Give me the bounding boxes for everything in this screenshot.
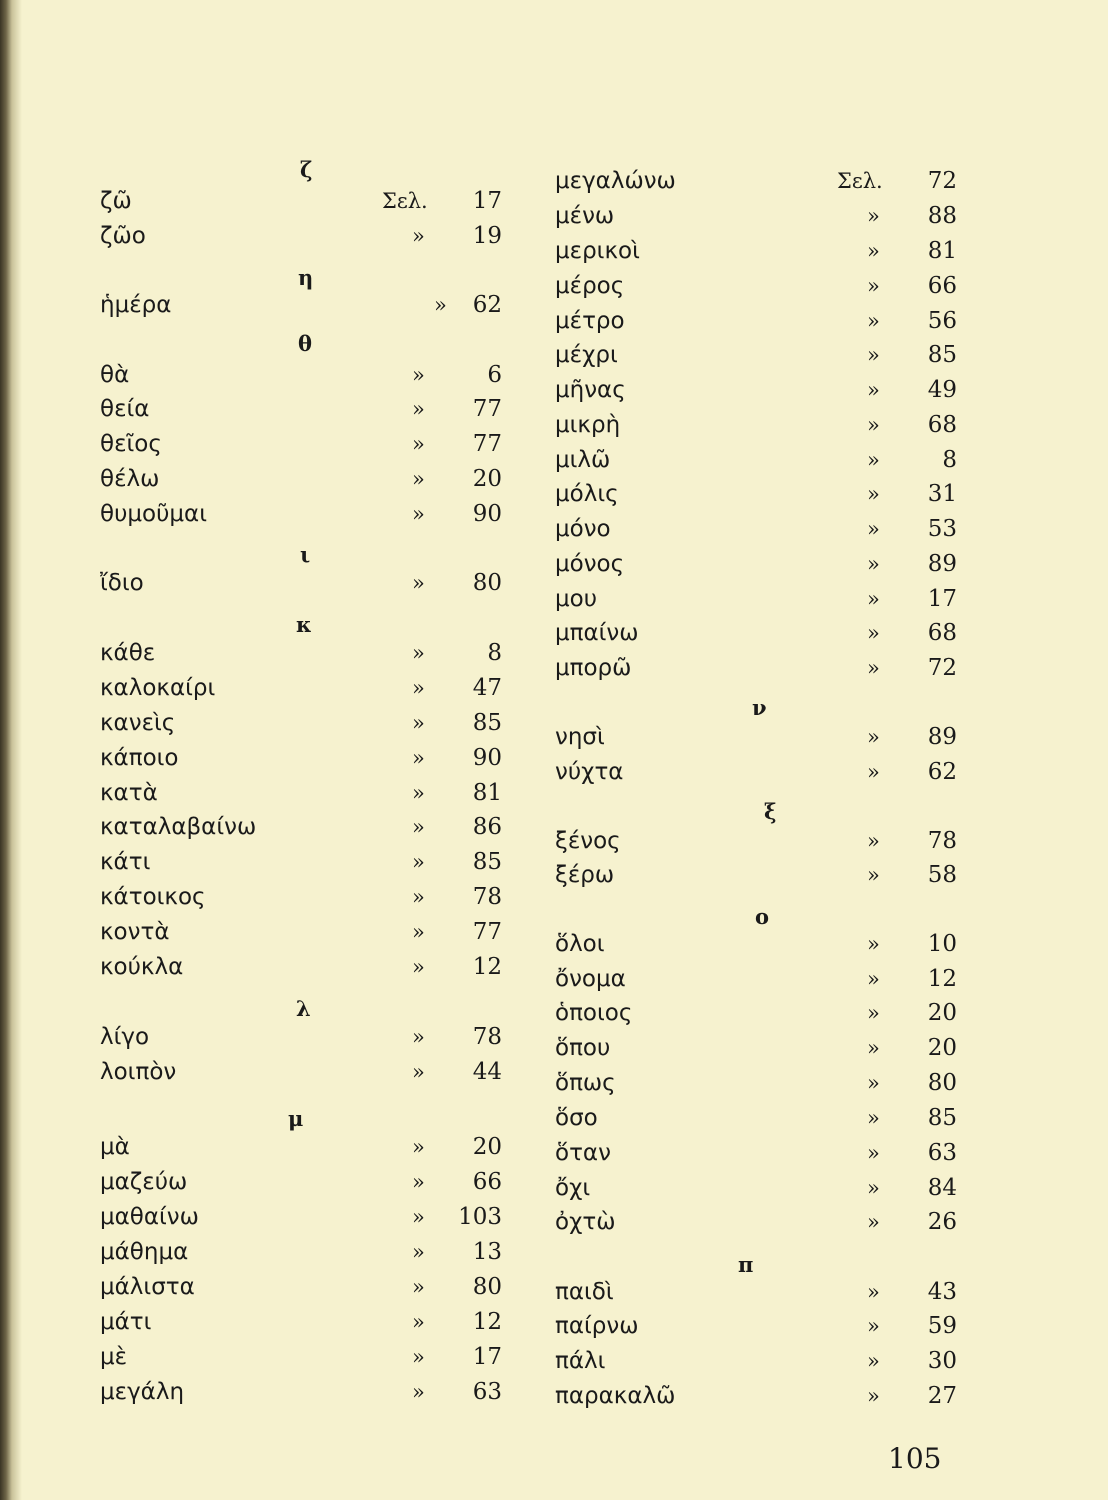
ditto-mark: » (412, 1060, 425, 1084)
entry-word: μόνος (555, 551, 625, 577)
entry-word: ὅταν (555, 1140, 611, 1166)
entry-page-number: 90 (472, 745, 502, 771)
index-entry (555, 858, 975, 892)
entry-word: καταλαβαίνω (100, 814, 257, 840)
section-letter: ν (752, 695, 767, 720)
entry-page-number: 8 (487, 640, 502, 666)
index-entry (100, 1305, 520, 1339)
index-entry (555, 1101, 975, 1135)
index-entry (555, 1379, 975, 1413)
entry-word: κάποιο (100, 745, 179, 771)
ditto-mark: » (867, 1210, 880, 1234)
ditto-mark: » (867, 1280, 880, 1304)
ditto-mark: » (412, 1170, 425, 1194)
ditto-mark: » (434, 293, 447, 317)
entry-word: κοντὰ (100, 919, 170, 945)
entry-page-number: 53 (927, 516, 957, 542)
entry-page-number: 77 (472, 919, 502, 945)
entry-page-number: 58 (927, 862, 957, 888)
index-entry (100, 880, 520, 914)
entry-page-number: 59 (927, 1313, 957, 1339)
entry-page-number: 62 (927, 759, 957, 785)
index-entry (100, 776, 520, 810)
section-letter: π (738, 1252, 754, 1277)
entry-word: μένω (555, 203, 615, 229)
entry-word: μεγαλώνω (555, 168, 676, 194)
index-entry (100, 1165, 520, 1199)
index-entry (100, 810, 520, 844)
index-entry (100, 671, 520, 705)
ditto-mark: » (867, 378, 880, 402)
index-entry (555, 164, 975, 198)
entry-page-number: 56 (927, 308, 957, 334)
entry-page-number: 72 (927, 168, 957, 194)
entry-word: ξένος (555, 828, 621, 854)
entry-word: μαζεύω (100, 1169, 188, 1195)
entry-page-number: 81 (472, 780, 502, 806)
ditto-mark: » (412, 1275, 425, 1299)
ditto-mark: » (867, 621, 880, 645)
entry-word: κάτοικος (100, 884, 206, 910)
entry-page-number: 12 (472, 954, 502, 980)
entry-page-label: Σελ. (382, 189, 428, 213)
ditto-mark: » (867, 1384, 880, 1408)
index-entry (100, 358, 520, 392)
ditto-mark: » (867, 656, 880, 680)
index-entry (100, 706, 520, 740)
ditto-mark: » (867, 274, 880, 298)
entry-word: καλοκαίρι (100, 675, 216, 701)
entry-word: κάθε (100, 640, 156, 666)
index-entry (555, 1066, 975, 1100)
ditto-mark: » (412, 363, 425, 387)
entry-page-number: 27 (927, 1383, 957, 1409)
ditto-mark: » (867, 482, 880, 506)
ditto-mark: » (867, 1314, 880, 1338)
ditto-mark: » (412, 1025, 425, 1049)
ditto-mark: » (867, 309, 880, 333)
index-entry (100, 915, 520, 949)
ditto-mark: » (412, 1345, 425, 1369)
ditto-mark: » (867, 239, 880, 263)
ditto-mark: » (867, 413, 880, 437)
entry-page-number: 66 (472, 1169, 502, 1195)
entry-word: ἡμέρα (100, 292, 172, 318)
entry-word: μέτρο (555, 308, 625, 334)
ditto-mark: » (412, 746, 425, 770)
ditto-mark: » (412, 397, 425, 421)
entry-page-number: 78 (472, 1024, 502, 1050)
index-entry (100, 1340, 520, 1374)
entry-page-number: 49 (927, 377, 957, 403)
entry-page-number: 20 (472, 1134, 502, 1160)
index-entry (100, 845, 520, 879)
entry-page-number: 84 (927, 1175, 957, 1201)
entry-page-number: 12 (472, 1309, 502, 1335)
entry-page-number: 85 (472, 710, 502, 736)
section-letter: λ (296, 996, 311, 1021)
entry-word: μέρος (555, 273, 625, 299)
ditto-mark: » (867, 517, 880, 541)
entry-word: μου (555, 586, 598, 612)
index-entry (555, 616, 975, 650)
entry-word: ὅπου (555, 1035, 611, 1061)
entry-page-number: 78 (472, 884, 502, 910)
entry-page-number: 78 (927, 828, 957, 854)
entry-word: μὲ (100, 1344, 128, 1370)
entry-word: νησὶ (555, 724, 605, 750)
index-entry (100, 497, 520, 531)
index-entry (555, 338, 975, 372)
index-entry (555, 1344, 975, 1378)
entry-page-label: Σελ. (837, 169, 883, 193)
index-entry (555, 1031, 975, 1065)
index-entry (555, 512, 975, 546)
section-letter: ξ (764, 799, 777, 824)
ditto-mark: » (412, 641, 425, 665)
entry-page-number: 80 (472, 570, 502, 596)
ditto-mark: » (412, 432, 425, 456)
index-entry (555, 547, 975, 581)
ditto-mark: » (867, 932, 880, 956)
entry-word: ξέρω (555, 862, 615, 888)
ditto-mark: » (867, 863, 880, 887)
entry-word: μῆνας (555, 377, 626, 403)
entry-word: ὁποιος (555, 1000, 633, 1026)
index-entry (100, 427, 520, 461)
entry-page-number: 80 (472, 1274, 502, 1300)
entry-word: μόνο (555, 516, 611, 542)
index-entry (100, 636, 520, 670)
entry-page-number: 62 (472, 292, 502, 318)
index-entry (555, 1309, 975, 1343)
entry-word: λίγο (100, 1024, 150, 1050)
entry-page-number: 68 (927, 412, 957, 438)
entry-page-number: 77 (472, 431, 502, 457)
ditto-mark: » (867, 1349, 880, 1373)
ditto-mark: » (867, 204, 880, 228)
index-entry (555, 651, 975, 685)
index-entry (555, 304, 975, 338)
index-entry (555, 720, 975, 754)
entry-word: ζῶ (100, 188, 132, 214)
entry-word: μὰ (100, 1134, 130, 1160)
entry-word: ἴδιο (100, 570, 144, 596)
entry-word: ὀχτὼ (555, 1209, 616, 1235)
ditto-mark: » (867, 1106, 880, 1130)
index-entry (100, 219, 520, 253)
index-entry (555, 477, 975, 511)
ditto-mark: » (412, 1380, 425, 1404)
entry-word: ὅλοι (555, 931, 605, 957)
ditto-mark: » (412, 1240, 425, 1264)
entry-page-number: 85 (472, 849, 502, 875)
ditto-mark: » (412, 1205, 425, 1229)
entry-page-number: 89 (927, 724, 957, 750)
ditto-mark: » (412, 920, 425, 944)
ditto-mark: » (412, 711, 425, 735)
index-entry (555, 199, 975, 233)
entry-word: ζῶο (100, 223, 146, 249)
ditto-mark: » (412, 885, 425, 909)
section-letter: θ (298, 331, 313, 356)
entry-page-number: 89 (927, 551, 957, 577)
entry-word: κατὰ (100, 780, 158, 806)
entry-page-number: 44 (472, 1059, 502, 1085)
entry-word: κούκλα (100, 954, 184, 980)
entry-page-number: 30 (927, 1348, 957, 1374)
ditto-mark: » (412, 676, 425, 700)
section-letter: ζ (300, 157, 313, 182)
entry-page-number: 66 (927, 273, 957, 299)
index-column-left (100, 0, 560, 1440)
entry-word: θὰ (100, 362, 130, 388)
index-column-right (555, 0, 1015, 1440)
index-entry (555, 1136, 975, 1170)
index-entry (555, 408, 975, 442)
ditto-mark: » (412, 815, 425, 839)
entry-page-number: 19 (472, 223, 502, 249)
ditto-mark: » (867, 552, 880, 576)
index-entry (555, 1205, 975, 1239)
index-entry (100, 1375, 520, 1409)
index-entry (100, 1270, 520, 1304)
ditto-mark: » (867, 760, 880, 784)
entry-page-number: 90 (472, 501, 502, 527)
index-entry (100, 288, 520, 322)
entry-page-number: 103 (458, 1204, 502, 1230)
section-letter: ι (300, 542, 311, 567)
ditto-mark: » (412, 850, 425, 874)
entry-page-number: 85 (927, 1105, 957, 1131)
index-entry (100, 566, 520, 600)
section-letter: κ (296, 612, 312, 637)
entry-page-number: 72 (927, 655, 957, 681)
ditto-mark: » (412, 1310, 425, 1334)
index-entry (555, 996, 975, 1030)
book-spine-shadow (0, 0, 22, 1500)
entry-word: ὅπως (555, 1070, 616, 1096)
index-entry (555, 582, 975, 616)
index-entry (555, 234, 975, 268)
entry-word: μέχρι (555, 342, 618, 368)
entry-word: μπαίνω (555, 620, 639, 646)
entry-page-number: 20 (472, 466, 502, 492)
entry-word: μιλῶ (555, 447, 611, 473)
entry-word: ὄνομα (555, 966, 626, 992)
entry-word: λοιπὸν (100, 1059, 177, 1085)
entry-word: μερικοὶ (555, 238, 640, 264)
entry-page-number: 43 (927, 1279, 957, 1305)
index-entry (100, 1020, 520, 1054)
index-entry (100, 184, 520, 218)
entry-page-number: 31 (927, 481, 957, 507)
index-entry (100, 1235, 520, 1269)
entry-page-number: 20 (927, 1035, 957, 1061)
ditto-mark: » (867, 967, 880, 991)
ditto-mark: » (412, 502, 425, 526)
entry-word: θεῖος (100, 431, 162, 457)
entry-page-number: 12 (927, 966, 957, 992)
index-entry (555, 1275, 975, 1309)
entry-word: μαθαίνω (100, 1204, 199, 1230)
ditto-mark: » (867, 1001, 880, 1025)
entry-page-number: 80 (927, 1070, 957, 1096)
ditto-mark: » (867, 1141, 880, 1165)
entry-word: θυμοῦμαι (100, 501, 207, 527)
entry-word: κάτι (100, 849, 151, 875)
entry-word: μόλις (555, 481, 619, 507)
ditto-mark: » (412, 467, 425, 491)
entry-page-number: 85 (927, 342, 957, 368)
entry-word: νύχτα (555, 759, 624, 785)
ditto-mark: » (867, 829, 880, 853)
entry-page-number: 26 (927, 1209, 957, 1235)
entry-page-number: 17 (472, 1344, 502, 1370)
ditto-mark: » (867, 587, 880, 611)
entry-page-number: 17 (927, 586, 957, 612)
entry-word: μάτι (100, 1309, 152, 1335)
entry-word: θεία (100, 396, 150, 422)
index-entry (555, 927, 975, 961)
section-letter: μ (288, 1106, 304, 1131)
entry-page-number: 47 (472, 675, 502, 701)
index-entry (555, 1171, 975, 1205)
entry-word: μεγάλη (100, 1379, 185, 1405)
page-number: 105 (888, 1442, 942, 1475)
index-entry (100, 392, 520, 426)
entry-page-number: 77 (472, 396, 502, 422)
section-letter: η (298, 265, 314, 290)
index-entry (100, 950, 520, 984)
entry-word: παρακαλῶ (555, 1383, 676, 1409)
section-letter: ο (755, 904, 770, 929)
index-entry (100, 1055, 520, 1089)
ditto-mark: » (867, 343, 880, 367)
ditto-mark: » (412, 1135, 425, 1159)
index-entry (555, 373, 975, 407)
entry-page-number: 20 (927, 1000, 957, 1026)
entry-page-number: 10 (927, 931, 957, 957)
entry-page-number: 86 (472, 814, 502, 840)
entry-word: κανεὶς (100, 710, 176, 736)
entry-page-number: 68 (927, 620, 957, 646)
index-entry (100, 1130, 520, 1164)
entry-word: παίρνω (555, 1313, 639, 1339)
ditto-mark: » (412, 955, 425, 979)
ditto-mark: » (412, 571, 425, 595)
entry-page-number: 17 (472, 188, 502, 214)
entry-word: μάθημα (100, 1239, 189, 1265)
entry-word: ὄχι (555, 1175, 591, 1201)
ditto-mark: » (867, 1036, 880, 1060)
index-entry (100, 741, 520, 775)
ditto-mark: » (867, 1071, 880, 1095)
entry-page-number: 13 (472, 1239, 502, 1265)
entry-page-number: 88 (927, 203, 957, 229)
index-entry (555, 824, 975, 858)
index-entry (100, 1200, 520, 1234)
entry-page-number: 6 (487, 362, 502, 388)
ditto-mark: » (867, 725, 880, 749)
ditto-mark: » (867, 448, 880, 472)
entry-word: ὅσο (555, 1105, 598, 1131)
entry-page-number: 81 (927, 238, 957, 264)
index-entry (555, 962, 975, 996)
entry-word: πάλι (555, 1348, 606, 1374)
entry-word: μάλιστα (100, 1274, 195, 1300)
entry-word: παιδὶ (555, 1279, 614, 1305)
ditto-mark: » (867, 1176, 880, 1200)
index-entry (555, 755, 975, 789)
ditto-mark: » (412, 224, 425, 248)
ditto-mark: » (412, 781, 425, 805)
entry-word: μπορῶ (555, 655, 632, 681)
entry-page-number: 63 (927, 1140, 957, 1166)
entry-word: μικρὴ (555, 412, 621, 438)
index-entry (555, 269, 975, 303)
entry-word: θέλω (100, 466, 160, 492)
index-entry (100, 462, 520, 496)
index-entry (555, 443, 975, 477)
entry-page-number: 8 (942, 447, 957, 473)
entry-page-number: 63 (472, 1379, 502, 1405)
